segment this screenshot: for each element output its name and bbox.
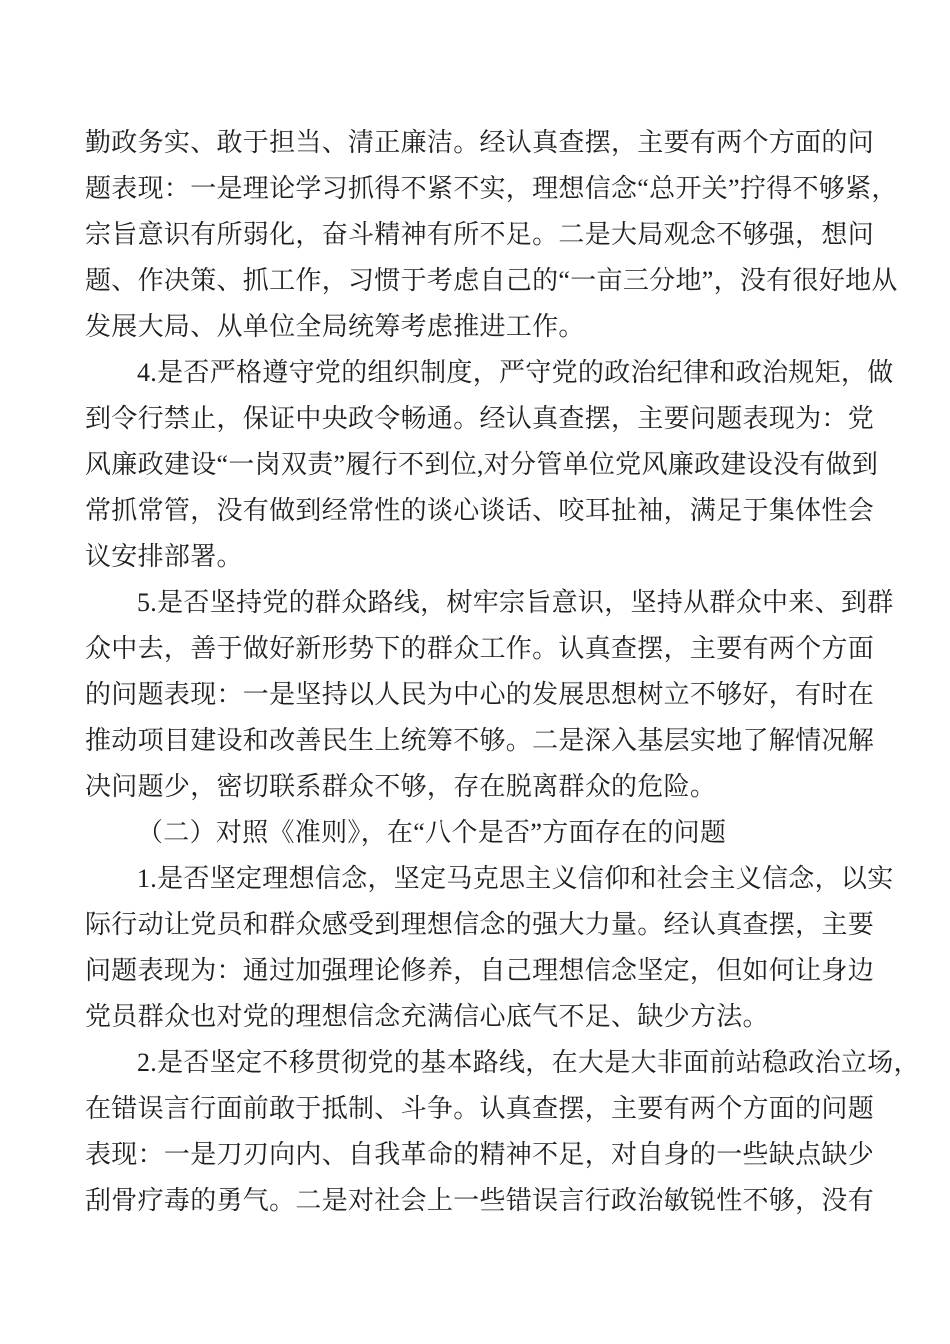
text-line: 党员群众也对党的理想信念充满信心底气不足、缺少方法。 bbox=[85, 1002, 769, 1031]
text-line: 发展大局、从单位全局统筹考虑推进工作。 bbox=[85, 312, 585, 341]
text-line: 际行动让党员和群众感受到理想信念的强大力量。经认真查摆，主要 bbox=[85, 910, 875, 939]
text-line: 在错误言行面前敢于抵制、斗争。认真查摆，主要有两个方面的问题 bbox=[85, 1094, 875, 1123]
text-line: 宗旨意识有所弱化，奋斗精神有所不足。二是大局观念不够强，想问 bbox=[85, 220, 875, 249]
text-line: 议安排部署。 bbox=[85, 542, 243, 571]
text-line: 1.是否坚定理想信念，坚定马克思主义信仰和社会主义信念，以实 bbox=[137, 864, 894, 893]
text-line: 5.是否坚持党的群众路线，树牢宗旨意识，坚持从群众中来、到群 bbox=[137, 588, 894, 617]
text-line: 题、作决策、抓工作，习惯于考虑自己的“一亩三分地”，没有很好地从 bbox=[85, 266, 898, 295]
text-line: 常抓常管，没有做到经常性的谈心谈话、咬耳扯袖，满足于集体性会 bbox=[85, 496, 875, 525]
text-line: 2.是否坚定不移贯彻党的基本路线，在大是大非面前站稳政治立场， bbox=[137, 1048, 920, 1077]
text-line: 风廉政建设“一岗双责”履行不到位,对分管单位党风廉政建设没有做到 bbox=[85, 450, 879, 479]
text-line: 勤政务实、敢于担当、清正廉洁。经认真查摆，主要有两个方面的问 bbox=[85, 128, 875, 157]
document-lines bbox=[85, 120, 920, 1224]
text-line: 决问题少，密切联系群众不够，存在脱离群众的危险。 bbox=[85, 772, 717, 801]
text-line: 到令行禁止，保证中央政令畅通。经认真查摆，主要问题表现为：党 bbox=[85, 404, 875, 433]
text-line: 表现：一是刀刃向内、自我革命的精神不足，对自身的一些缺点缺少 bbox=[85, 1140, 875, 1169]
text-line: 的问题表现：一是坚持以人民为中心的发展思想树立不够好，有时在 bbox=[85, 680, 875, 709]
text-line: （二）对照《准则》，在“八个是否”方面存在的问题 bbox=[137, 818, 727, 847]
text-line: 众中去，善于做好新形势下的群众工作。认真查摆，主要有两个方面 bbox=[85, 634, 875, 663]
text-line: 题表现：一是理论学习抓得不紧不实，理想信念“总开关”拧得不够紧， bbox=[85, 174, 898, 203]
text-line: 4.是否严格遵守党的组织制度，严守党的政治纪律和政治规矩，做 bbox=[137, 358, 894, 387]
text-line: 刮骨疗毒的勇气。二是对社会上一些错误言行政治敏锐性不够，没有 bbox=[85, 1186, 875, 1215]
text-line: 问题表现为：通过加强理论修养，自己理想信念坚定，但如何让身边 bbox=[85, 956, 875, 985]
text-line: 推动项目建设和改善民生上统筹不够。二是深入基层实地了解情况解 bbox=[85, 726, 875, 755]
